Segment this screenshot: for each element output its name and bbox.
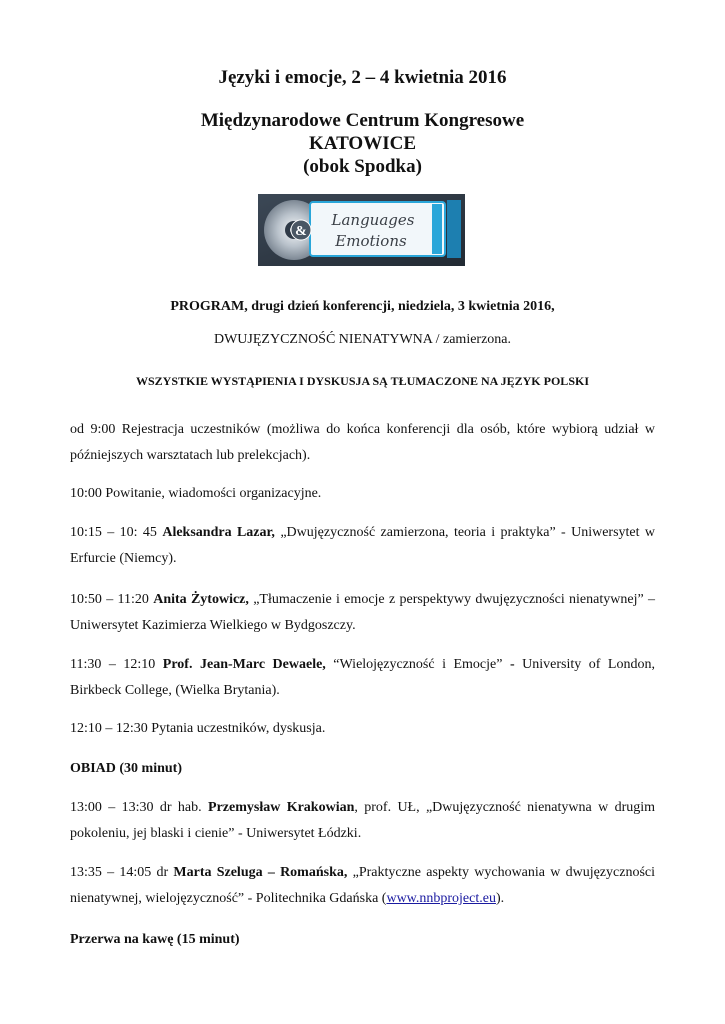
entry-time: 10:15 – 10: 45: [70, 525, 163, 540]
logo-word-emotions: Emotions: [335, 232, 407, 250]
conference-logo: [258, 194, 465, 266]
venue-block: [0, 109, 725, 178]
entry-speaker: Aleksandra Lazar,: [162, 525, 275, 540]
program-heading: PROGRAM, drugi dzień konferencji, niedziela, 3 kwietnia 2016,: [170, 299, 555, 314]
entry-talk: „Tłumaczenie i emocje z perspektywy dwujęzyczności nienatywnej” – Uniwersytet Kazimierza Wielkiego w Bydgoszczy.: [70, 592, 655, 633]
program-subtitle: DWUJĘZYCZNOŚĆ NIENATYWNA / zamierzona.: [213, 332, 512, 347]
entry-time: 13:35 – 14:05 dr: [70, 865, 174, 880]
entry-affiliation: University of London, Birkbeck College, (Wielka Brytania).: [70, 657, 655, 698]
entry-speaker: Przemysław Krakowian: [208, 800, 355, 815]
entry-text: 12:10 – 12:30 Pytania uczestników, dyskusja.: [70, 721, 326, 736]
schedule-entry-lazar: [70, 520, 655, 572]
schedule-entry-lunch: [70, 756, 655, 782]
entry-time: 11:30 – 12:10: [70, 657, 163, 672]
venue-city: KATOWICE: [309, 133, 416, 154]
logo-word-languages: Languages: [331, 211, 415, 229]
schedule-entry-szeluga: [70, 860, 655, 912]
entry-dash: -: [509, 657, 515, 672]
entry-speaker: Prof. Jean-Marc Dewaele,: [162, 657, 326, 672]
entry-text: od 9:00 Rejestracja uczestników (możliwa do końca konferencji dla osób, które wybiorą udział w późniejszych warsztatach lub prelekcjach).: [70, 422, 655, 463]
entry-time: 10:50 – 11:20: [70, 592, 154, 607]
entry-talk: , prof. UŁ, „Dwujęzyczność nienatywna w drugim pokoleniu, jej blaski i cienie” - Uniwersytet Łódzki.: [70, 800, 656, 841]
schedule-entry-registration: [70, 417, 655, 469]
schedule-entry-discussion: [70, 716, 655, 742]
entry-talk: „Dwujęzyczność zamierzona, teoria i praktyka” - Uniwersytet w Erfurcie (Niemcy).: [70, 525, 656, 566]
entry-speaker: Marta Szeluga – Romańska,: [173, 865, 348, 880]
entry-speaker: Anita Żytowicz,: [153, 592, 249, 607]
schedule-entry-welcome: [70, 481, 655, 507]
entry-text: Przerwa na kawę (15 minut): [70, 932, 240, 947]
schedule-entry-krakowian: [70, 795, 655, 847]
entry-talk: “Wielojęzyczność i Emocje”: [325, 657, 510, 672]
schedule-entry-zytowicz: [70, 587, 655, 639]
entry-time: 13:00 – 13:30 dr hab.: [70, 800, 209, 815]
entry-end: ).: [495, 891, 505, 906]
translation-notice: WSZYSTKIE WYSTĄPIENIA I DYSKUSJA SĄ TŁUMACZONE NA JĘZYK POLSKI: [135, 374, 589, 388]
schedule-entry-dewaele: [70, 652, 655, 704]
logo-graphic: [258, 194, 465, 266]
venue-note: (obok Spodka): [303, 156, 422, 177]
venue-name: Międzynarodowe Centrum Kongresowe: [200, 110, 525, 131]
project-link[interactable]: www.nnbproject.eu: [386, 891, 496, 906]
logo-ampersand: &: [295, 224, 307, 239]
entry-text: OBIAD (30 minut): [70, 761, 183, 776]
schedule-entry-coffee: [70, 927, 655, 953]
entry-talk: „Praktyczne aspekty wychowania w dwujęzyczności nienatywnej, wielojęzyczność” - Politechnika Gdańska (: [70, 865, 655, 906]
page-title: Języki i emocje, 2 – 4 kwietnia 2016: [218, 67, 507, 88]
entry-text: 10:00 Powitanie, wiadomości organizacyjne.: [70, 486, 322, 501]
